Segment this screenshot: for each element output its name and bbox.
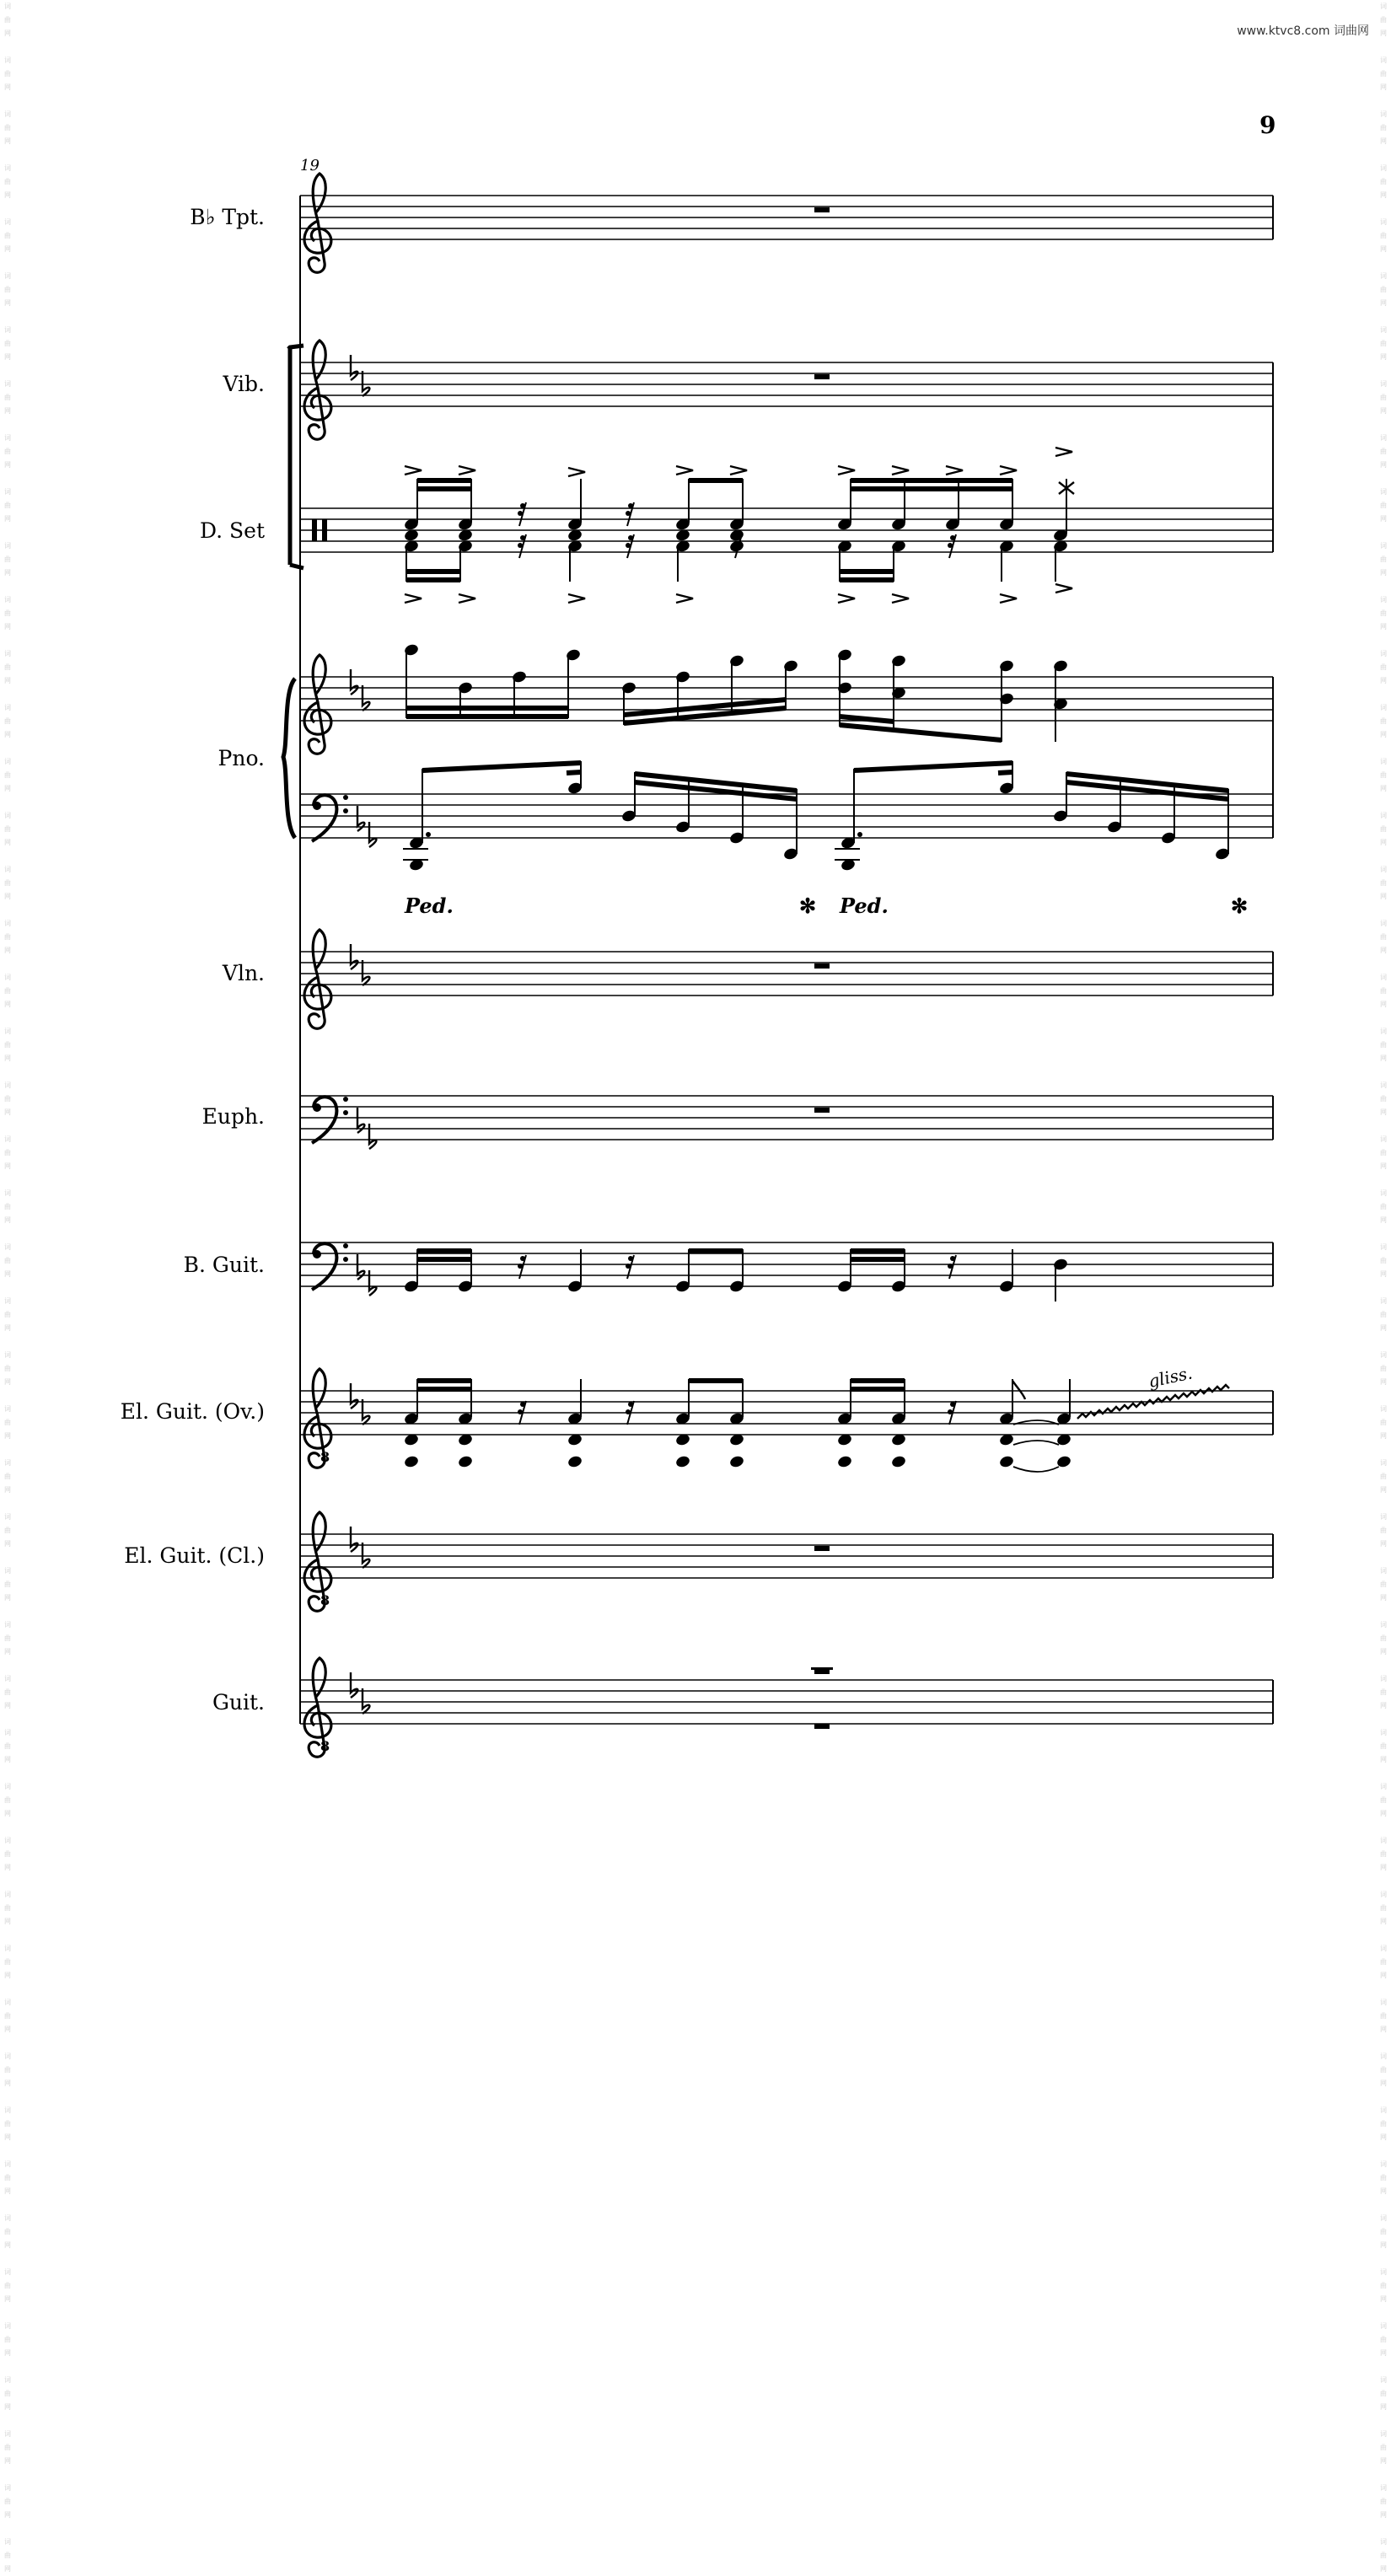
octave-8-marker: 8	[320, 1449, 330, 1465]
flat-icon	[351, 1383, 357, 1409]
bass-clef-icon	[312, 1097, 348, 1143]
staff-el-guitar-clean	[300, 1534, 1273, 1578]
label-drum-set: D. Set	[199, 518, 265, 543]
label-el-guitar-clean: El. Guit. (Cl.)	[124, 1543, 265, 1568]
label-el-guitar-overdrive: El. Guit. (Ov.)	[120, 1399, 265, 1424]
flat-icon	[363, 1688, 369, 1714]
side-watermark-strip-left: 词 曲 网 词 曲 网 词 曲 网 词 曲 网 词 曲 网 词 曲 网 词 曲 网 词 曲 网 词 曲 网 词 曲 网 词 曲 网 词 曲 网 词 曲 网 词 曲 网 词 曲 网 词 曲 网 词 曲 网 词 曲 网 词 曲 网 词 曲 网 词 曲 网 词 曲 网 词 曲 网 词 曲 网 词 曲 网 词 曲 网 词 曲 网 词 曲 网 词 曲 网 词 曲 网 词 曲 网 词 曲 网 词 曲 网 词 曲 网 词 曲 网 词 曲 网 词 曲 网 词 曲 网 词 曲 网 词 曲 网 词 曲 网 词 曲 网 词 曲 网 词 曲 网 词 曲 网 词 曲 网 词 曲 网 词 曲 网	[4, 3, 11, 2573]
staff-violin	[300, 952, 1273, 996]
treble-clef-icon	[304, 174, 331, 272]
octave-8-marker: 8	[320, 1592, 330, 1608]
piano-brace	[283, 679, 295, 838]
whole-rest-trumpet	[814, 207, 830, 212]
flat-icon	[351, 355, 357, 380]
flat-icon	[369, 1270, 376, 1296]
label-bass-guitar: B. Guit.	[183, 1253, 265, 1277]
octave-8-marker: 8	[320, 1738, 330, 1754]
flat-icon	[351, 944, 357, 969]
measure-number: 19	[300, 157, 320, 174]
flat-icon	[369, 1124, 376, 1149]
whole-rest-violin	[814, 963, 830, 969]
pedal-mark: Ped.	[840, 894, 889, 918]
system-barlines	[300, 196, 1273, 1724]
whole-rest-vibraphone	[814, 374, 830, 379]
bass-clef-icon	[312, 1243, 348, 1290]
treble-clef-icon	[304, 341, 331, 439]
pedal-mark: Ped.	[405, 894, 454, 918]
pedal-release-icon: ✻	[1231, 894, 1249, 918]
treble-clef-icon	[304, 655, 331, 754]
label-trumpet: B♭ Tpt.	[190, 205, 265, 229]
gliss-label: gliss.	[1147, 1362, 1195, 1392]
whole-rest-el-guitar-clean	[814, 1546, 830, 1551]
el-guitar-overdrive-notes	[403, 1379, 1229, 1472]
flat-icon	[363, 1399, 369, 1425]
ensemble-bracket	[288, 346, 303, 568]
staff-piano-bass	[300, 794, 1273, 838]
whole-rest-euphonium	[814, 1108, 830, 1113]
label-piano: Pno.	[218, 746, 265, 770]
whole-rest-guitar	[811, 1667, 833, 1729]
bass-clef-icon	[312, 795, 348, 841]
flat-icon	[363, 1543, 369, 1568]
pedal-release-icon: ✻	[799, 894, 817, 918]
staff-el-guitar-overdrive	[300, 1391, 1273, 1435]
label-violin: Vln.	[222, 961, 265, 985]
treble-clef-icon	[304, 930, 331, 1028]
flat-icon	[351, 669, 357, 695]
flat-icon	[363, 685, 369, 711]
staff-drum-set	[300, 508, 1273, 552]
flat-icon	[351, 1527, 357, 1552]
label-vibraphone: Vib.	[223, 372, 265, 396]
flat-icon	[363, 960, 369, 985]
label-euphonium: Euph.	[201, 1104, 265, 1129]
piano-treble-notes	[403, 643, 1068, 742]
flat-icon	[369, 822, 376, 847]
flat-icon	[351, 1672, 357, 1698]
pedal-markings	[404, 894, 1248, 918]
label-guitar: Guit.	[212, 1690, 265, 1715]
staff-vibraphone	[300, 362, 1273, 406]
page-number: 9	[1259, 111, 1276, 139]
flat-icon	[363, 371, 369, 396]
staff-guitar	[300, 1680, 1273, 1724]
staff-trumpet	[300, 196, 1273, 239]
side-watermark-strip-right: 词 曲 网 词 曲 网 词 曲 网 词 曲 网 词 曲 网 词 曲 网 词 曲 网 词 曲 网 词 曲 网 词 曲 网 词 曲 网 词 曲 网 词 曲 网 词 曲 网 词 曲 网 词 曲 网 词 曲 网 词 曲 网 词 曲 网 词 曲 网 词 曲 网 词 曲 网 词 曲 网 词 曲 网 词 曲 网 词 曲 网 词 曲 网 词 曲 网 词 曲 网 词 曲 网 词 曲 网 词 曲 网 词 曲 网 词 曲 网 词 曲 网 词 曲 网 词 曲 网 词 曲 网 词 曲 网 词 曲 网 词 曲 网 词 曲 网 词 曲 网 词 曲 网 词 曲 网 词 曲 网 词 曲 网 词 曲 网	[1380, 3, 1387, 2573]
staff-euphonium	[300, 1096, 1273, 1140]
site-watermark: www.ktvc8.com 词曲网	[1237, 24, 1369, 38]
